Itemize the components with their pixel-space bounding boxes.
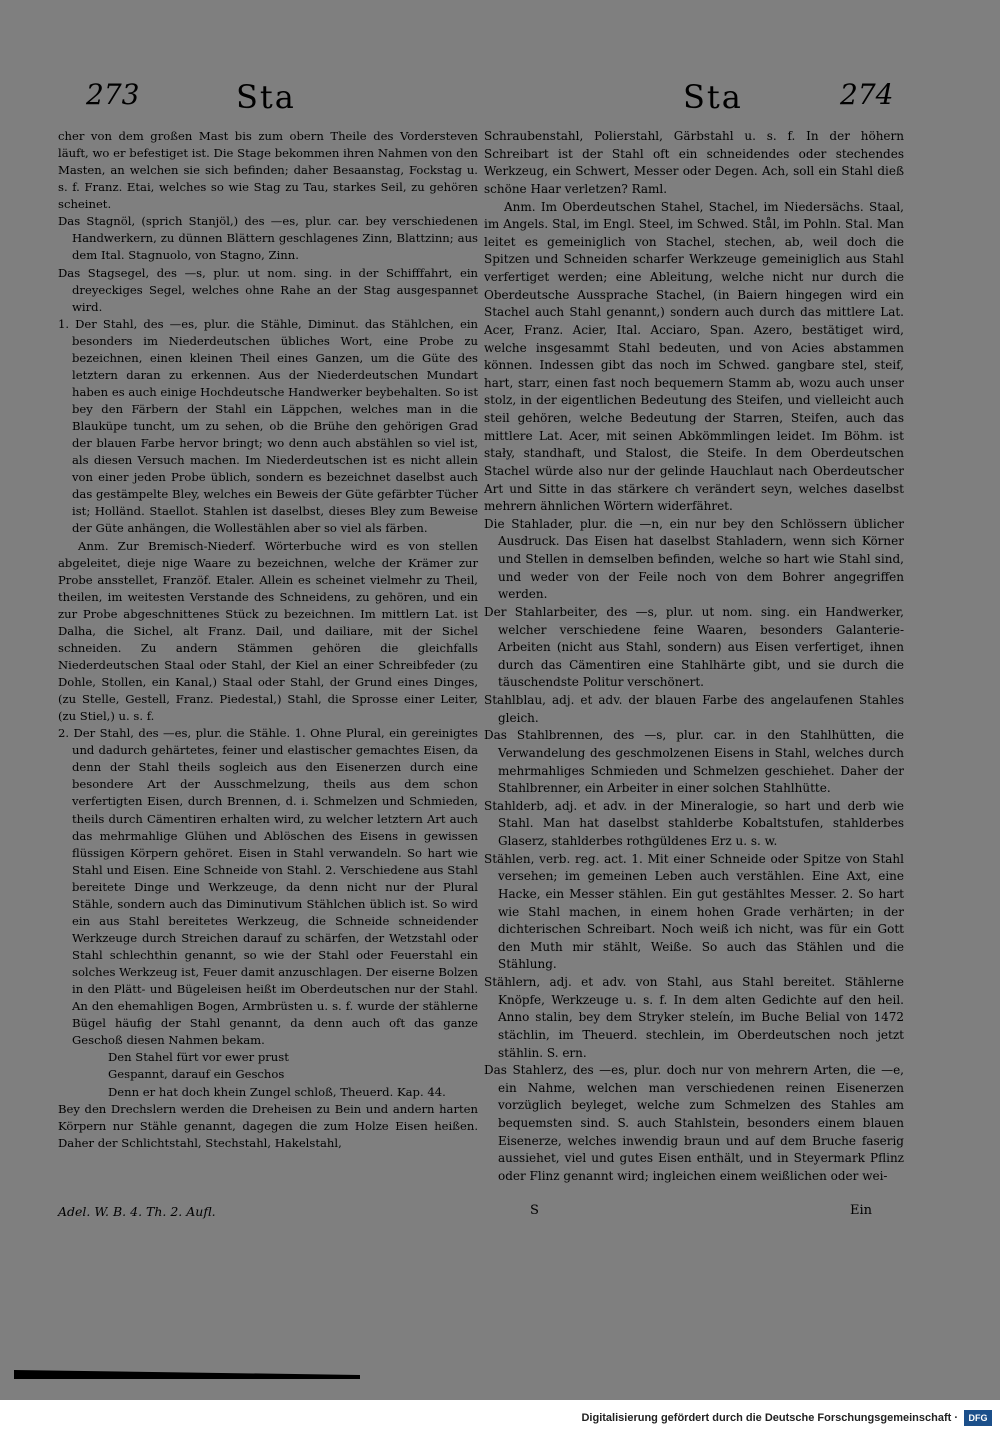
- dictionary-entry: Stahlblau, adj. et adv. der blauen Farbe des angelaufenen Stahles gleich.: [484, 693, 904, 725]
- text-paragraph: Bey den Drechslern werden die Dreheisen zu Bein und andern harten Körpern nur Stähle genannt, dagegen die zum Holze Eisen heißen. Daher der Schlichtstahl, Stechstahl, Hakelstahl,: [58, 1101, 478, 1150]
- annotation-paragraph: Anm. Im Oberdeutschen Stahel, Stachel, im Niedersächs. Staal, im Angels. Stal, im Engl. Steel, im Schwed. Stål, im Pohln. Stal. Man leitet es gemeiniglich von Stachel, stechen, ab, weil doch die Spitzen und Schneiden scharfer Werkzeuge gemeiniglich aus Stahl verfertiget werden; eine Ableitung, welche nicht nur durch die Oberdeutsche Aussprache Stachel, (in Baiern hingegen wird ein Stachel auch Stahl genannt,) sondern auch durch das mittlere Lat. Acer, Franz. Acier, Ital. Acciaro, Span. Azero, bestätiget wird, welche insgesammt Stahl bedeuten, und von Acies abstammen können. Indessen gibt das noch im Schwed. gangbare stel, steif, hart, starr, einen fast noch bequemern Stamm ab, wozu auch unser stolz, in der eigentlichen Bedeutung des Steifen, und vielleicht auch steil gehören, welche Bedeutung der Starren, Steifen, auch das mittlere Lat. Acer, mit seinen Abkömmlingen leidet. Im Böhm. ist stały, standhaft, und Stalost, die Steife. In dem Oberdeutschen Stachel würde also nur der gelinde Hauchlaut nach Oberdeutscher Art und Sitte in das stärkere ch verändert seyn, welches daselbst mehrern ähnlichen Wörtern widerfähret.: [484, 199, 904, 514]
- left-column: [58, 128, 478, 1152]
- dfg-credit-text: Digitalisierung gefördert durch die Deutsche Forschungsgemeinschaft ·: [581, 1412, 958, 1424]
- dictionary-entry: Das Stagsegel, des —s, plur. ut nom. sing. in der Schifffahrt, ein dreyeckiges Segel, welches ohne Rahe an der Stag ausgespannet wird.: [58, 265, 478, 314]
- dfg-logo: DFG: [964, 1410, 992, 1426]
- dictionary-entry: 1. Der Stahl, des —es, plur. die Stähle, Diminut. das Stählchen, ein besonders im Niederdeutschen übliches Wort, eine Probe zu bezeichnen, einen kleinen Theil eines Ganzen, um die Güte des letztern daran zu erkennen. Aus der Niederdeutschen Mundart haben es auch einige Hochdeutsche Handwerker beybehalten. So ist bey den Färbern der Stahl ein Läppchen, welches man in die Blauküpe tuncht, um zu sehen, ob die Brühe den gehörigen Grad der blauen Farbe hervor bringt; wo denn auch abstählen so viel ist, als diesen Versuch machen. Im Niederdeutschen ist es nicht allein von einer jeden Probe üblich, sondern es bezeichnet daselbst auch das gestämpelte Bley, welches ein Beweis der Güte gefärbter Tücher ist; Holländ. Staellot. Stahlen ist daselbst, dieses Bley zum Beweise der Güte anhängen, die Wollestählen aber so viel als färben.: [58, 316, 478, 536]
- text-paragraph: cher von dem großen Mast bis zum obern Theile des Vordersteven läuft, wo er befestiget ist. Die Stage bekommen ihren Nahmen von den Masten, an welchen sie sich befinden; daher Besaanstag, Fockstag u. s. f. Franz. Etai, welches so wie Stag zu Tau, starkes Seil, zu gehören scheinet.: [58, 129, 478, 212]
- text-paragraph: Schraubenstahl, Polierstahl, Gärbstahl u. s. f. In der höhern Schreibart ist der Stahl oft ein schneidendes oder stechendes Werkzeug, ein Schwert, Messer oder Degen. Ach, soll ein Stahl dieß schöne Haar verletzen? Raml.: [484, 129, 904, 196]
- left-signature: Adel. W. B. 4. Th. 2. Aufl.: [58, 1204, 216, 1219]
- verse-line: Gespannt, darauf ein Geschos: [108, 1067, 285, 1082]
- dictionary-entry: Der Stahlarbeiter, des —s, plur. ut nom. sing. ein Handwerker, welcher verschiedene feine Waaren, besonders Galanterie-Arbeiten (nicht aus Stahl, sondern) aus Eisen verfertiget, ihnen durch das Cämentiren eine Stahlhärte gibt, und sie durch die täuschendste Politur verschönert.: [484, 604, 904, 690]
- dictionary-entry: Das Stahlbrennen, des —s, plur. car. in den Stahlhütten, die Verwandelung des geschmolzenen Eisens in Stahl, welches durch mehrmahliges Schmieden und Schmelzen geschiehet. Daher der Stahlbrenner, ein Arbeiter in einer solchen Stahlhütte.: [484, 728, 904, 796]
- right-column: [484, 128, 904, 1186]
- right-signature: S: [530, 1203, 539, 1218]
- annotation-paragraph: Anm. Zur Bremisch-Niederf. Wörterbuche wird es von stellen abgeleitet, dieje nige Waare zu bezeichnen, welche der Krämer zur Probe ansstellet, Franzöf. Etaler. Allein es scheinet vielmehr zu Theil, theilen, im weitesten Verstande des Schneidens, zu gehören, und ein zur Probe abgeschnittenes Stück zu bezeichnen. Im mittlern Lat. ist Dalha, die Sichel, alt Franz. Dail, und dailiare, mit der Sichel schneiden. Zu andern Stämmen gehören die gleichfalls Niederdeutschen Staal oder Stahl, der Kiel an einer Schreibfeder (zu Dohle, Stollen, ein Kanal,) Staal oder Stahl, der Grund eines Dinges, (zu Stelle, Gestell, Franz. Piedestal,) Stahl, die Sprosse einer Leiter, (zu Stiel,) u. s. f.: [58, 538, 478, 724]
- left-running-head: Sta: [236, 78, 296, 116]
- verse-line: Den Stahel fürt vor ewer prust: [108, 1050, 289, 1065]
- dictionary-entry: Das Stagnöl, (sprich Stanjöl,) des —es, plur. car. bey verschiedenen Handwerkern, zu dünnen Blättern geschlagenes Zinn, Blattzinn; aus dem Ital. Stagnuolo, von Stagno, Zinn.: [58, 214, 478, 263]
- right-running-head: Sta: [683, 78, 743, 116]
- dictionary-entry: Das Stahlerz, des —es, plur. doch nur von mehrern Arten, die —e, ein Nahme, welchen man verschiedenen reinen Eisenerzen vorzüglich beyleget, welche zum Schmelzen des Stahles am bequemsten sind. S. auch Stahlstein, besonders einem blauen Eisenerze, welches inwendig braun und auf dem Bruche faserig aussiehet, viel und gutes Eisen enthält, und in Steyermark Pflinz oder Flinz genannt wird; ingleichen einem weißlichen oder wei-: [484, 1063, 904, 1183]
- dictionary-entry: Die Stahlader, plur. die —n, ein nur bey den Schlössern üblicher Ausdruck. Das Eisen hat daselbst Stahladern, wenn sich Körner und Stellen in demselben befinden, welche so hart wie Stahl sind, und weder von der Feile noch von dem Bohrer angegriffen werden.: [484, 516, 904, 602]
- dictionary-entry: Stählern, adj. et adv. von Stahl, aus Stahl bereitet. Stählerne Knöpfe, Werkzeuge u. s. f. In dem alten Gedichte auf den heil. Anno stalin, bey dem Stryker steleín, im Buche Belial von 1472 stächlin, im Theuerd. stechlein, im Oberdeutschen noch jetzt stählin. S. ern.: [484, 975, 904, 1060]
- verse-line: Denn er hat doch khein Zungel schloß, Theuerd. Kap. 44.: [108, 1084, 446, 1099]
- catchword: Ein: [850, 1203, 873, 1218]
- scan-edge-bar: [14, 1370, 360, 1379]
- dictionary-entry: Stählen, verb. reg. act. 1. Mit einer Schneide oder Spitze von Stahl versehen; im gemeinen Leben auch verstählen. Eine Axt, eine Hacke, ein Messer stählen. Ein gut gestähltes Messer. 2. So hart wie Stahl machen, in einem hohen Grade verhärten; in der dichterischen Schreibart. Noch weiß ich nicht, was für ein Gott den Muth mir stählt, Weiße. So auch das Stählen und die Stählung.: [484, 851, 904, 972]
- right-page-number: 274: [840, 78, 894, 111]
- dictionary-entry: Stahlderb, adj. et adv. in der Mineralogie, so hart und derb wie Stahl. Man hat daselbst stahlderbe Kobaltstufen, stahlderbes Glaserz, stahlderbes rothgüldenes Erz u. s. w.: [484, 798, 904, 848]
- dictionary-entry: 2. Der Stahl, des —es, plur. die Stähle. 1. Ohne Plural, ein gereinigtes und dadurch gehärtetes, feiner und elastischer gemachtes Eisen, da denn der Stahl theils sogleich aus den Eisenerzen durch eine besondere Art der Ausschmelzung, theils aus dem schon verfertigten Eisen, durch Brennen, d. i. Schmelzen und Schmieden, theils durch Cämentiren erhalten wird, zu welcher letztern Art auch das mehrmahlige Glühen und Ablöschen des Eisens in gewissen flüssigen Körpern gehöret. Eisen in Stahl verwandeln. So hart wie Stahl und Eisen. Eine Schneide von Stahl. 2. Verschiedene aus Stahl bereitete Dinge und Werkzeuge, da denn nicht nur der Plural Stähle, sondern auch das Diminutivum Stählchen üblich ist. So wird ein aus Stahl bereitetes Werkzeug, die Schneide schneidender Werkzeuge durch Streichen darauf zu schärfen, der Wetzstahl oder Stahl schlechthin genannt, so wie der Stahl oder Feuerstahl ein solches Werkzeug ist, Feuer damit anzuschlagen. Der eiserne Bolzen in den Plätt- und Bügeleisen heißt im Oberdeutschen nur der Stahl. An den ehemahligen Bogen, Armbrüsten u. s. f. wurde der stählerne Bügel häufig der Stahl genannt, da denn auch oft das ganze Geschoß diesen Nahmen bekam.: [58, 726, 478, 1048]
- left-page-number: 273: [86, 78, 140, 111]
